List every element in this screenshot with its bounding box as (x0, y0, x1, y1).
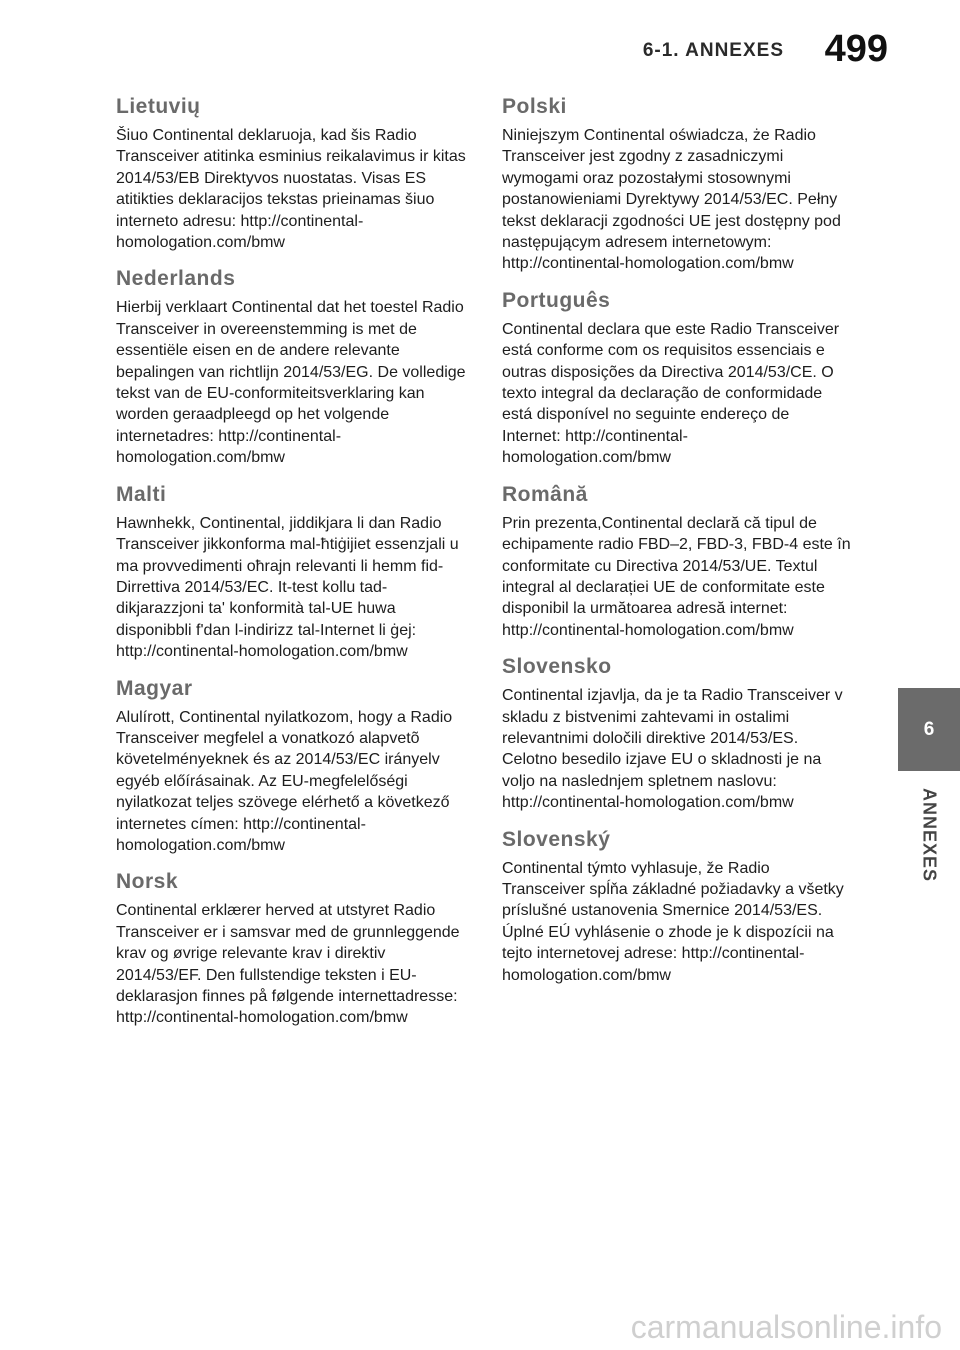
section-body: Niniejszym Continental oświadcza, że Radio Transceiver jest zgodny z zasadniczymi wymogami oraz pozostałymi stosownymi postanowieniami Dyrektywy 2014/53/EC. Pełny tekst deklaracji zgodności UE jest dostępny pod następującym adresem internetowym: http://continental-homologation.com/bmw (502, 127, 841, 273)
section-body: Continental erklærer herved at utstyret Radio Transceiver er i samsvar med de grunnleggende krav og øvrige relevante krav i direktiv 2014/53/EF. Den fullstendige teksten i EU-deklarasjon finnes på følgende internettadresse: http://continental-homologation.com/bmw (116, 902, 460, 1027)
section-body: Continental izjavlja, da je ta Radio Transceiver v skladu z bistvenimi zahtevami in ostalimi relevantnimi določili direktive 2014/53/ES. Celotno besedilo izjave EU o skladnosti je na voljo na naslednjem spletnem naslovu: http://continental-homologation.com/bmw (502, 687, 843, 812)
section-title: Malti (116, 482, 167, 506)
chapter-side-label: ANNEXES (919, 787, 940, 883)
section-title: Nederlands (116, 267, 236, 291)
section-slovensko (502, 655, 852, 813)
section-body: Prin prezenta,Continental declară că tipul de echipamente radio FBD–2, FBD-3, FBD-4 este în conformitate cu Directiva 2014/53/UE. Textul integral al declarației UE de conformitate este disponibil la următoarea adresă internet: http://continental-homologation.com/bmw (502, 514, 851, 639)
chapter-tab[interactable] (898, 688, 960, 771)
section-slovensky (502, 828, 852, 986)
section-body: Hawnhekk, Continental, jiddikjara li dan Radio Transceiver jikkonforma mal-ħtiġijiet essenzjali u ma provvedimenti oħrajn relevanti li hemm fid-Dirrettiva 2014/53/EC. It-test kollu tad-dikjarazzjoni ta' konformità tal-UE huwa disponibbli f'dan l-indirizz tal-Internet li ġej: http://continental-homologation.com/bmw (116, 514, 459, 661)
section-title: Lietuvių (116, 95, 201, 118)
section-body: Continental declara que este Radio Transceiver está conforme com os requisitos essenciais e outras disposições da Directiva 2014/53/CE. O texto integral da declaração de conformidade está disponível no seguinte endereço de Internet: http://continental-homologation.com/bmw (502, 320, 840, 467)
section-magyar (116, 677, 466, 857)
right-column (502, 95, 852, 1000)
page-number: 499 (824, 28, 888, 70)
section-polski (502, 95, 852, 275)
section-body: Continental týmto vyhlasuje, že Radio Transceiver spĺňa základné požiadavky a všetky príslušné ustanovenia Smernice 2014/53/ES. Úplné EÚ vyhlásenie o zhode je k dispozícii na tejto internetovej adrese: http://continental-homologation.com/bmw (502, 859, 844, 984)
section-lietuviu (116, 95, 466, 253)
section-body: Alulírott, Continental nyilatkozom, hogy a Radio Transceiver megfelel a vonatkozó alapvetõ követelményeknek és az 2014/53/EC irányelv egyéb előírásainak. Az EU-megfelelőségi nyilatkozat teljes szövege elérhető a következő internetes címen: http://continental-homologation.com/bmw (116, 708, 453, 854)
page-header (0, 0, 960, 80)
section-title: Slovensko (502, 655, 612, 679)
section-nederlands (116, 267, 466, 468)
section-romana (502, 483, 852, 641)
section-title: Magyar (116, 676, 193, 700)
section-portugues (502, 289, 852, 469)
section-norsk (116, 870, 466, 1028)
chapter-tab-number: 6 (923, 718, 935, 740)
section-title: Română (502, 482, 588, 506)
watermark: carmanualsonline.info (630, 1309, 942, 1345)
section-body: Hierbij verklaart Continental dat het toestel Radio Transceiver in overeenstemming is met de essentiële eisen en de andere relevante bepalingen van richtlijn 2014/53/EG. De volledige tekst van de EU-conformiteitsverklaring kan worden geraadpleegd op het volgende internetadres: http://continental-homologation.com/bmw (116, 299, 466, 467)
section-title: Polski (502, 95, 567, 118)
chapter-label: 6-1. ANNEXES (642, 40, 784, 61)
section-body: Šiuo Continental deklaruoja, kad šis Radio Transceiver atitinka esminius reikalavimus ir kitas 2014/53/EB Direktyvos nuostatas. Visas ES atitikties deklaracijos tekstas prieinamas šiuo interneto adresu: http://continental-homologation.com/bmw (116, 127, 466, 252)
section-title: Português (502, 288, 611, 312)
left-column (116, 95, 466, 1043)
section-title: Norsk (116, 870, 179, 894)
section-title: Slovenský (502, 827, 611, 851)
section-malti (116, 483, 466, 663)
